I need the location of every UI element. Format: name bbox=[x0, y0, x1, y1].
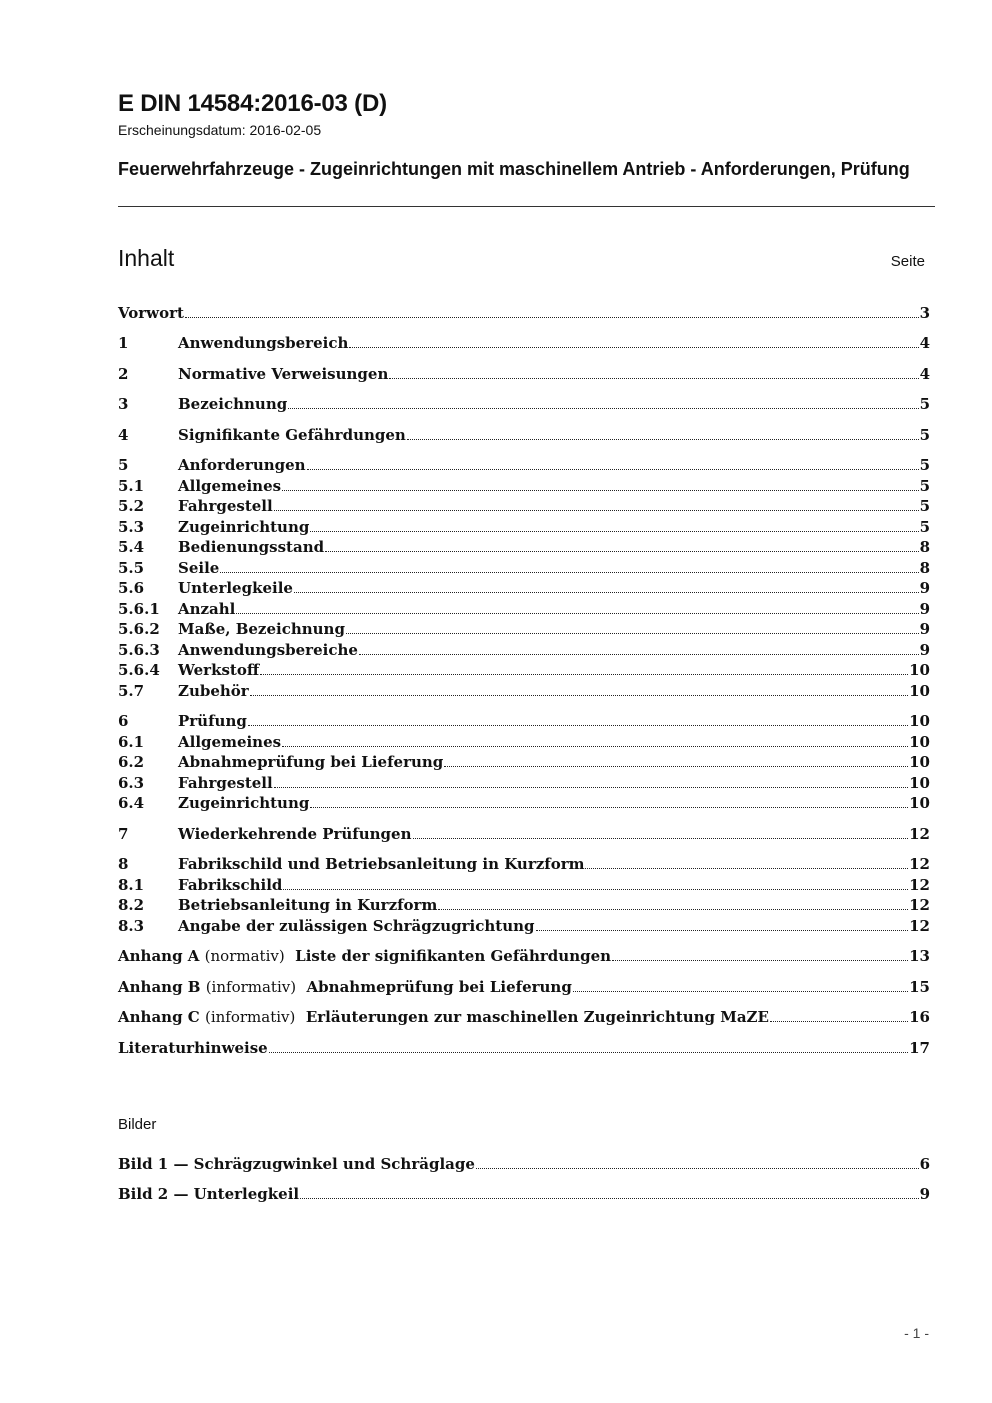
toc-leader-dots bbox=[389, 378, 918, 379]
toc-leader-dots bbox=[770, 1021, 908, 1022]
toc-leader-dots bbox=[438, 909, 908, 910]
toc-leader-dots bbox=[282, 490, 918, 491]
toc-entry-number: 5.7 bbox=[118, 682, 145, 700]
toc-entry[interactable] bbox=[118, 773, 930, 793]
toc-entry-label: Bezeichnung bbox=[178, 395, 288, 413]
toc-entry-label: Zubehör bbox=[178, 682, 249, 700]
toc-leader-dots bbox=[236, 613, 918, 614]
toc-entry[interactable] bbox=[118, 681, 930, 701]
toc-entry-label: Allgemeines bbox=[178, 733, 282, 751]
toc-leader-dots bbox=[346, 633, 919, 634]
toc-entry-page: 17 bbox=[909, 1039, 930, 1057]
toc-leader-dots bbox=[476, 1168, 919, 1169]
toc-entry-label: Abnahmeprüfung bei Lieferung bbox=[178, 753, 444, 771]
figure-entry-label: Bild 1 — Schrägzugwinkel und Schräglage bbox=[118, 1155, 475, 1173]
toc-entry-label: Zugeinrichtung bbox=[178, 518, 310, 536]
figure-entry-label: Bild 2 — Unterlegkeil bbox=[118, 1185, 300, 1203]
toc-entry-label: Fahrgestell bbox=[178, 497, 273, 515]
toc-entry-label: Fabrikschild und Betriebsanleitung in Kurzform bbox=[178, 855, 585, 873]
toc-entry-page: 13 bbox=[909, 947, 930, 965]
toc-entry-label: Anwendungsbereiche bbox=[178, 641, 358, 659]
toc-entry-label: Bedienungsstand bbox=[178, 538, 325, 556]
toc-entry-page: 5 bbox=[919, 456, 930, 474]
toc-entry[interactable] bbox=[118, 599, 930, 619]
toc-entry[interactable] bbox=[118, 496, 930, 516]
annex-prefix: Anhang B bbox=[118, 978, 201, 996]
annex-title: Erläuterungen zur maschinellen Zugeinrichtung MaZE bbox=[305, 1008, 769, 1026]
toc-entry-number: 8.1 bbox=[118, 876, 145, 894]
toc-entry-label: Seile bbox=[178, 559, 220, 577]
toc-entry-number: 8.2 bbox=[118, 896, 145, 914]
toc-leader-dots bbox=[248, 725, 908, 726]
toc-entry-page: 12 bbox=[909, 917, 930, 935]
annex-title: Liste der signifikanten Gefährdungen bbox=[295, 947, 612, 965]
toc-entry-page: 12 bbox=[909, 855, 930, 873]
toc-leader-dots bbox=[310, 807, 908, 808]
toc-entry-label: Anwendungsbereich bbox=[178, 334, 349, 352]
annex-kind: (informativ) bbox=[205, 978, 297, 996]
page-number: - 1 - bbox=[904, 1325, 929, 1341]
toc-entry-page: 12 bbox=[909, 876, 930, 894]
toc-leader-dots bbox=[325, 551, 918, 552]
annex-kind: (normativ) bbox=[204, 947, 285, 965]
toc-entry-number: 5.4 bbox=[118, 538, 145, 556]
toc-entry-number: 5.6.3 bbox=[118, 641, 160, 659]
toc-entry-vorwort[interactable] bbox=[118, 303, 930, 323]
toc-entry-page: 10 bbox=[909, 753, 930, 771]
toc-entry-label: Vorwort bbox=[118, 304, 184, 322]
toc-leader-dots bbox=[282, 746, 908, 747]
toc-annex-a[interactable] bbox=[118, 946, 930, 966]
toc-entry-number: 5.5 bbox=[118, 559, 145, 577]
toc-entry[interactable] bbox=[118, 752, 930, 772]
figure-entry[interactable] bbox=[118, 1184, 930, 1204]
toc-entry[interactable] bbox=[118, 875, 930, 895]
toc-entry-page: 8 bbox=[919, 538, 930, 556]
toc-entry-number: 5.6.4 bbox=[118, 661, 160, 679]
toc-leader-dots bbox=[612, 960, 908, 961]
toc-entry-label: Anforderungen bbox=[178, 456, 306, 474]
toc-entry-label: Normative Verweisungen bbox=[178, 365, 389, 383]
toc-literature[interactable] bbox=[118, 1038, 930, 1058]
toc-entry-number: 6.3 bbox=[118, 774, 145, 792]
toc-entry-number: 5 bbox=[118, 456, 129, 474]
document-id: E DIN 14584:2016-03 (D) bbox=[118, 90, 387, 117]
toc-entry[interactable] bbox=[118, 394, 930, 414]
toc-entry[interactable] bbox=[118, 640, 930, 660]
toc-leader-dots bbox=[349, 347, 918, 348]
toc-entry-page: 10 bbox=[909, 774, 930, 792]
toc-annex-b[interactable] bbox=[118, 977, 930, 997]
toc-leader-dots bbox=[300, 1198, 918, 1199]
toc-entry-number: 3 bbox=[118, 395, 129, 413]
toc-entry-number: 1 bbox=[118, 334, 129, 352]
toc-entry-number: 2 bbox=[118, 365, 129, 383]
toc-entry-label: Betriebsanleitung in Kurzform bbox=[178, 896, 438, 914]
toc-leader-dots bbox=[220, 572, 918, 573]
toc-leader-dots bbox=[288, 408, 918, 409]
toc-entry-number: 7 bbox=[118, 825, 129, 843]
toc-heading: Inhalt bbox=[118, 245, 175, 271]
toc-entry-label: Zugeinrichtung bbox=[178, 794, 310, 812]
toc-leader-dots bbox=[585, 868, 908, 869]
toc-entry[interactable] bbox=[118, 793, 930, 813]
toc-entry-page: 12 bbox=[909, 825, 930, 843]
toc-entry-page: 15 bbox=[909, 978, 930, 996]
toc-entry-label: Signifikante Gefährdungen bbox=[178, 426, 406, 444]
annex-title: Abnahmeprüfung bei Lieferung bbox=[306, 978, 572, 996]
figure-entry[interactable] bbox=[118, 1154, 930, 1174]
toc-leader-dots bbox=[407, 439, 919, 440]
toc-leader-dots bbox=[269, 1052, 908, 1053]
toc-entry-number: 6.1 bbox=[118, 733, 145, 751]
toc-entry[interactable] bbox=[118, 711, 930, 731]
toc-entry-page: 16 bbox=[909, 1008, 930, 1026]
toc-entry[interactable] bbox=[118, 333, 930, 353]
toc-entry[interactable] bbox=[118, 732, 930, 752]
toc-entry[interactable] bbox=[118, 517, 930, 537]
toc-entry[interactable] bbox=[118, 558, 930, 578]
toc-entry[interactable] bbox=[118, 824, 930, 844]
toc-entry-page: 3 bbox=[919, 304, 930, 322]
toc-leader-dots bbox=[536, 930, 909, 931]
publication-date: Erscheinungsdatum: 2016-02-05 bbox=[118, 122, 322, 138]
toc-entry[interactable] bbox=[118, 895, 930, 915]
toc-leader-dots bbox=[185, 317, 919, 318]
toc-entry-page: 10 bbox=[909, 733, 930, 751]
toc-entry-page: 10 bbox=[909, 794, 930, 812]
toc-leader-dots bbox=[294, 592, 919, 593]
toc-entry-page: 8 bbox=[919, 559, 930, 577]
figure-entry-page: 6 bbox=[919, 1155, 930, 1173]
toc-entry-number: 6.2 bbox=[118, 753, 145, 771]
toc-entry-number: 6.4 bbox=[118, 794, 145, 812]
toc-leader-dots bbox=[307, 469, 919, 470]
toc-entry-page: 5 bbox=[919, 497, 930, 515]
toc-entry-number: 8 bbox=[118, 855, 129, 873]
toc-entry-number: 4 bbox=[118, 426, 129, 444]
toc-leader-dots bbox=[359, 654, 919, 655]
toc-annex-label bbox=[118, 1007, 769, 1027]
annex-prefix: Anhang A bbox=[118, 947, 200, 965]
toc-leader-dots bbox=[274, 510, 919, 511]
toc-entry-page: 9 bbox=[919, 600, 930, 618]
toc-entry-label: Angabe der zulässigen Schrägzugrichtung bbox=[178, 917, 535, 935]
toc-entry-page: 5 bbox=[919, 477, 930, 495]
toc-entry-number: 5.6.2 bbox=[118, 620, 160, 638]
toc-entry-page: 9 bbox=[919, 620, 930, 638]
toc-entry[interactable] bbox=[118, 660, 930, 680]
toc-entry-number: 6 bbox=[118, 712, 129, 730]
document-title: Feuerwehrfahrzeuge - Zugeinrichtungen mit maschinellem Antrieb - Anforderungen, Prüfung bbox=[118, 159, 910, 179]
toc-entry-page: 4 bbox=[919, 365, 930, 383]
toc-leader-dots bbox=[260, 674, 908, 675]
toc-entry[interactable] bbox=[118, 537, 930, 557]
toc-entry[interactable] bbox=[118, 364, 930, 384]
toc-annex-label bbox=[118, 946, 611, 966]
toc-entry[interactable] bbox=[118, 476, 930, 496]
toc-entry-page: 5 bbox=[919, 426, 930, 444]
toc-entry-label: Maße, Bezeichnung bbox=[178, 620, 345, 638]
toc-entry-page: 10 bbox=[909, 682, 930, 700]
toc-leader-dots bbox=[310, 531, 918, 532]
toc-entry-page: 5 bbox=[919, 395, 930, 413]
annex-prefix: Anhang C bbox=[118, 1008, 200, 1026]
toc-entry-number: 5.1 bbox=[118, 477, 145, 495]
toc-entry-number: 5.6 bbox=[118, 579, 145, 597]
toc-entry-number: 5.6.1 bbox=[118, 600, 160, 618]
toc-entry-page: 10 bbox=[909, 712, 930, 730]
toc-entry-page: 4 bbox=[919, 334, 930, 352]
toc-entry-label: Fahrgestell bbox=[178, 774, 273, 792]
toc-entry[interactable] bbox=[118, 425, 930, 445]
toc-entry[interactable] bbox=[118, 455, 930, 475]
toc-annex-label bbox=[118, 977, 572, 997]
toc-entry-label: Werkstoff bbox=[178, 661, 260, 679]
toc-entry-page: 5 bbox=[919, 518, 930, 536]
annex-kind: (informativ) bbox=[204, 1008, 296, 1026]
figure-entry-page: 9 bbox=[919, 1185, 930, 1203]
toc-entry-label: Allgemeines bbox=[178, 477, 282, 495]
toc-entry-page: 12 bbox=[909, 896, 930, 914]
toc-entry-label: Literaturhinweise bbox=[118, 1039, 268, 1057]
toc-entry[interactable] bbox=[118, 916, 930, 936]
toc-page-column-label: Seite bbox=[890, 253, 925, 270]
toc-entry-label: Fabrikschild bbox=[178, 876, 283, 894]
toc-entry-label: Wiederkehrende Prüfungen bbox=[178, 825, 412, 843]
toc-entry[interactable] bbox=[118, 578, 930, 598]
toc-leader-dots bbox=[250, 695, 908, 696]
toc-entry-number: 8.3 bbox=[118, 917, 145, 935]
toc-entry-page: 9 bbox=[919, 579, 930, 597]
toc-leader-dots bbox=[413, 838, 909, 839]
toc-entry[interactable] bbox=[118, 619, 930, 639]
title-divider bbox=[118, 206, 935, 207]
toc-entry-label: Unterlegkeile bbox=[178, 579, 293, 597]
toc-annex-c[interactable] bbox=[118, 1007, 930, 1027]
toc-entry-number: 5.3 bbox=[118, 518, 145, 536]
toc-leader-dots bbox=[274, 787, 908, 788]
toc-entry-label: Anzahl bbox=[178, 600, 236, 618]
toc-leader-dots bbox=[283, 889, 908, 890]
toc-entry-page: 9 bbox=[919, 641, 930, 659]
toc-entry-label: Prüfung bbox=[178, 712, 247, 730]
figures-heading: Bilder bbox=[118, 1116, 157, 1133]
toc-leader-dots bbox=[573, 991, 908, 992]
toc-entry-page: 10 bbox=[909, 661, 930, 679]
toc-entry-number: 5.2 bbox=[118, 497, 145, 515]
toc-leader-dots bbox=[444, 766, 908, 767]
toc-entry[interactable] bbox=[118, 854, 930, 874]
